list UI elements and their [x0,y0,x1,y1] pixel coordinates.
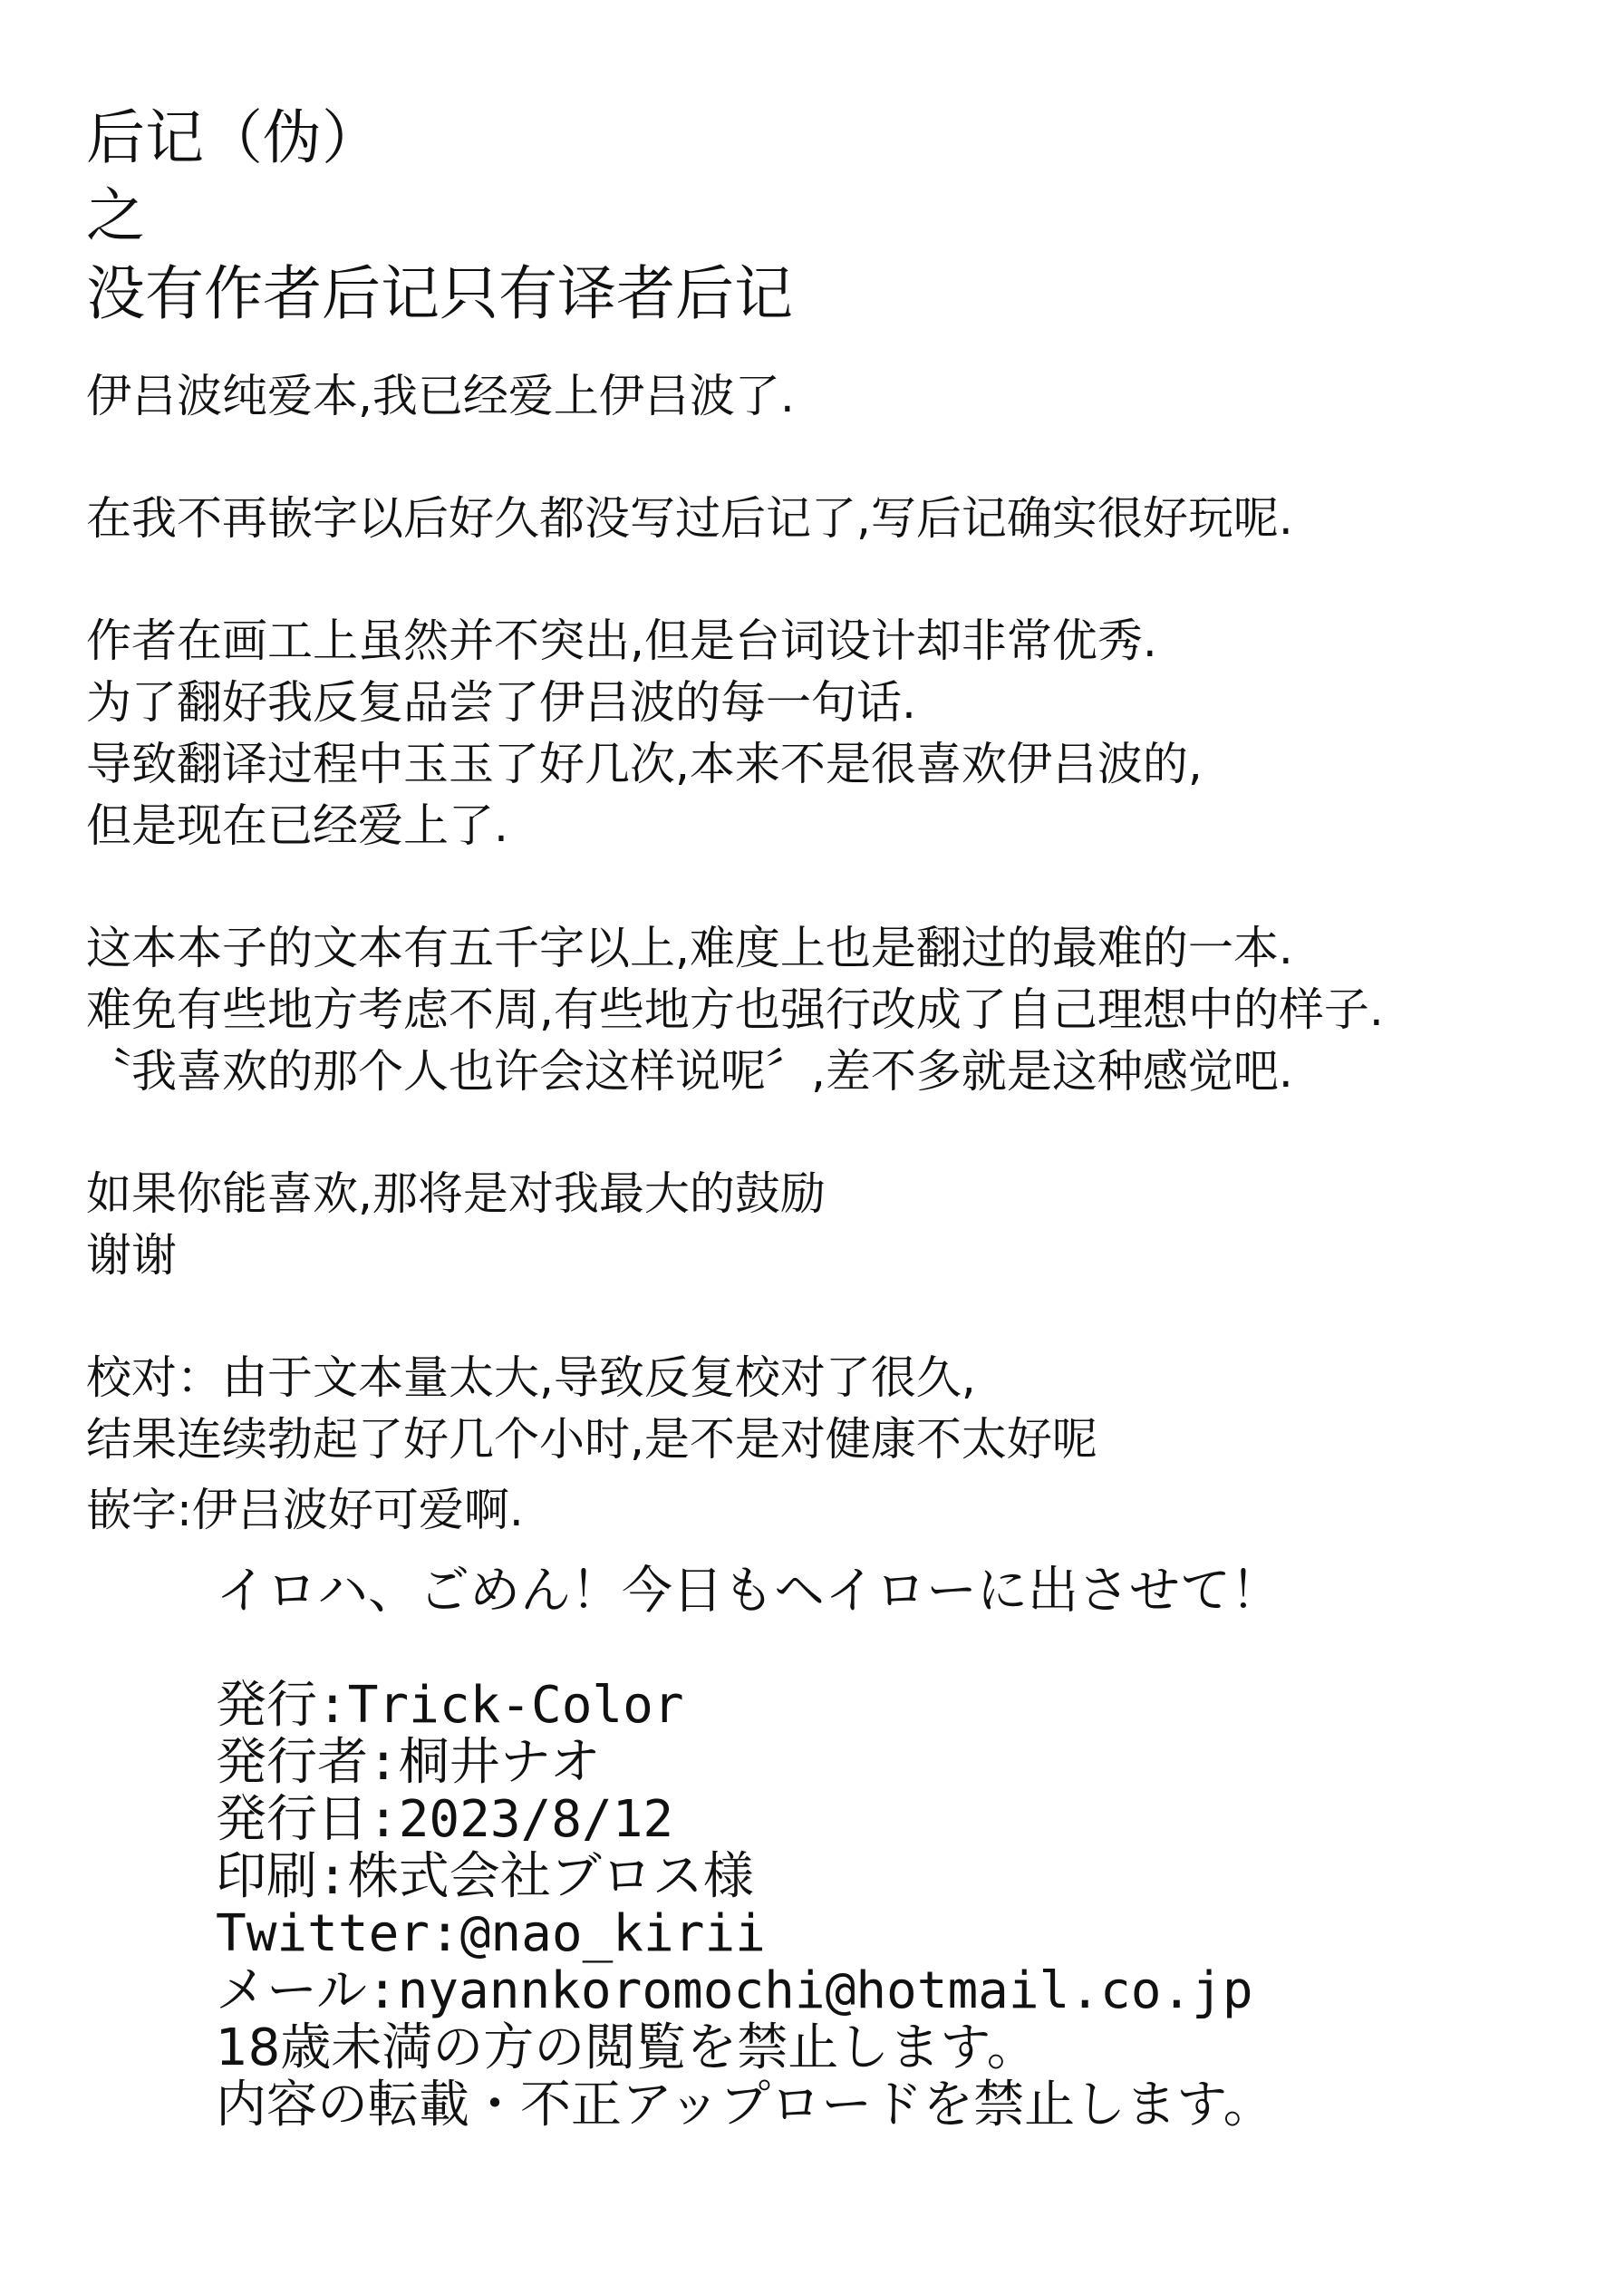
repost-prohibition-notice: 内容の転載・不正アップロードを禁止します。 [216,2076,1274,2134]
note-paragraph-4-line-1: 这本本子的文本有五千字以上,难度上也是翻过的最难的一本. [86,922,1293,974]
note-paragraph-4-line-3: 〝我喜欢的那个人也许会这样说呢〞,差不多就是这种感觉吧. [86,1045,1293,1098]
typesetter-note: 嵌字:伊吕波好可爱啊. [86,1484,524,1536]
note-paragraph-4-line-2: 难免有些地方考虑不周,有些地方也强行改成了自己理想中的样子. [86,983,1384,1036]
note-paragraph-5-line-2: 谢谢 [86,1229,177,1282]
title-line-1: 后记（伪） [86,104,382,172]
proofreader-note-line-2: 结果连续勃起了好几个小时,是不是对健康不太好呢 [86,1413,1097,1466]
afterword-title [86,100,793,334]
note-paragraph-5-line-1: 如果你能喜欢,那将是对我最大的鼓励 [86,1167,826,1220]
note-paragraph-1: 伊吕波纯爱本,我已经爱上伊吕波了. [86,370,795,422]
age-restriction-notice: 18歳未満の方の閲覧を禁止します。 [216,2018,1038,2077]
note-paragraph-3-line-4: 但是现在已经爱上了. [86,799,508,852]
note-paragraph-3-line-3: 导致翻译过程中玉玉了好几次,本来不是很喜欢伊吕波的, [86,738,1203,790]
title-line-2: 之 [86,182,146,250]
mail-line: メール:nyannkoromochi@hotmail.co.jp [216,1961,1253,2020]
note-paragraph-2: 在我不再嵌字以后好久都没写过后记了,写后记确实很好玩呢. [86,492,1293,545]
printer-line: 印刷:株式会社ブロス様 [216,1847,754,1906]
author-line: 発行者:桐井ナオ [216,1733,601,1792]
twitter-line: Twitter:@nao_kirii [216,1904,766,1963]
title-line-3: 没有作者后记只有译者后记 [86,260,794,328]
date-line: 発行日:2023/8/12 [216,1790,674,1849]
note-paragraph-3-line-1: 作者在画工上虽然并不突出,但是台词设计却非常优秀. [86,615,1157,667]
proofreader-note-line-1: 校对：由于文本量太大,导致反复校对了很久, [86,1351,976,1404]
note-paragraph-3-line-2: 为了翻好我反复品尝了伊吕波的每一句话. [86,676,916,729]
publisher-line: 発行:Trick-Color [216,1676,684,1735]
book-title: イロハ、ごめん！今日もヘイローに出させて！ [216,1562,1281,1621]
